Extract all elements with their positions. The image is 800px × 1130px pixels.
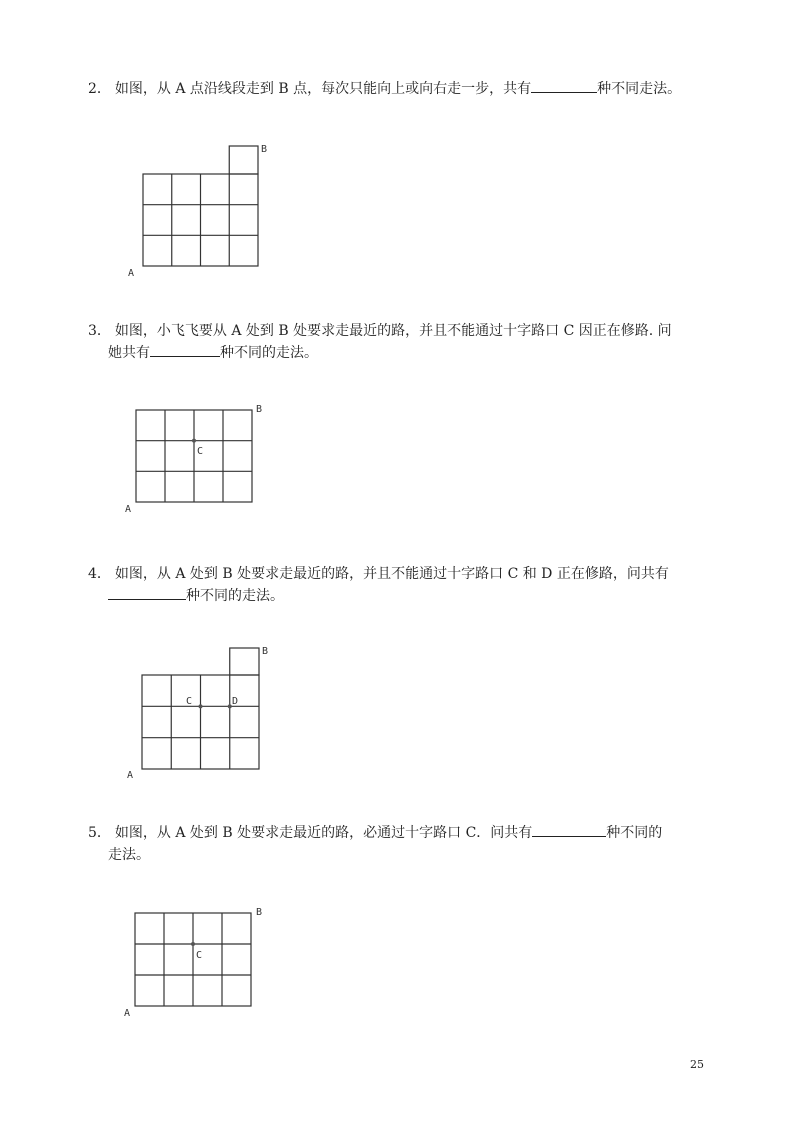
answer-blank[interactable]	[532, 822, 606, 837]
question-4	[88, 563, 669, 607]
grid-figure-q2	[120, 140, 290, 285]
question-text-line2: 她共有	[108, 345, 150, 361]
point-label-a: A	[125, 504, 132, 515]
point-label-a: A	[124, 1008, 131, 1019]
question-text-end: 种不同的走法。	[186, 588, 284, 604]
answer-blank[interactable]	[531, 78, 597, 93]
point-label-b: B	[256, 907, 263, 918]
point-label-b: B	[256, 404, 263, 415]
question-number: 5．	[88, 825, 111, 841]
point-label-c: C	[197, 446, 204, 457]
question-text-end: 种不同的走法。	[220, 345, 318, 361]
question-text-end: 种不同走法。	[597, 81, 682, 97]
grid-figure-q3	[120, 400, 280, 520]
question-text: 如图，从 A 处到 B 处要求走最近的路，必通过十字路口 C．问共有	[114, 825, 533, 841]
question-3	[88, 320, 672, 364]
point-c-dot	[199, 704, 203, 708]
question-text: 如图，从 A 处到 B 处要求走最近的路，并且不能通过十字路口 C 和 D 正在修路，问共有	[114, 566, 669, 582]
answer-blank[interactable]	[150, 342, 220, 357]
question-text: 如图，从 A 点沿线段走到 B 点，每次只能向上或向右走一步，共有	[114, 81, 532, 97]
question-text-end: 种不同的	[606, 825, 663, 841]
question-text-line2: 走法。	[108, 847, 150, 863]
grid-extra-cell	[230, 648, 259, 675]
question-number: 2．	[88, 81, 111, 97]
question-number: 4．	[88, 566, 111, 582]
grid-figure-q4	[122, 640, 292, 785]
point-c-dot	[192, 439, 196, 443]
point-label-b: B	[261, 144, 268, 155]
question-number: 3．	[88, 323, 111, 339]
grid-figure-q5	[120, 903, 280, 1023]
answer-blank[interactable]	[108, 585, 186, 600]
question-2	[88, 78, 681, 100]
question-5	[88, 822, 662, 866]
question-text: 如图，小飞飞要从 A 处到 B 处要求走最近的路，并且不能通过十字路口 C 因正在修路. 问	[114, 323, 672, 339]
point-label-b: B	[262, 646, 269, 657]
point-c-dot	[191, 942, 195, 946]
grid-extra-cell	[229, 146, 258, 174]
point-label-a: A	[127, 770, 134, 781]
point-label-c: C	[196, 950, 203, 961]
point-label-c: C	[186, 696, 193, 707]
point-label-a: A	[128, 268, 135, 279]
point-label-d: D	[232, 696, 239, 707]
page-number: 25	[690, 1058, 704, 1071]
